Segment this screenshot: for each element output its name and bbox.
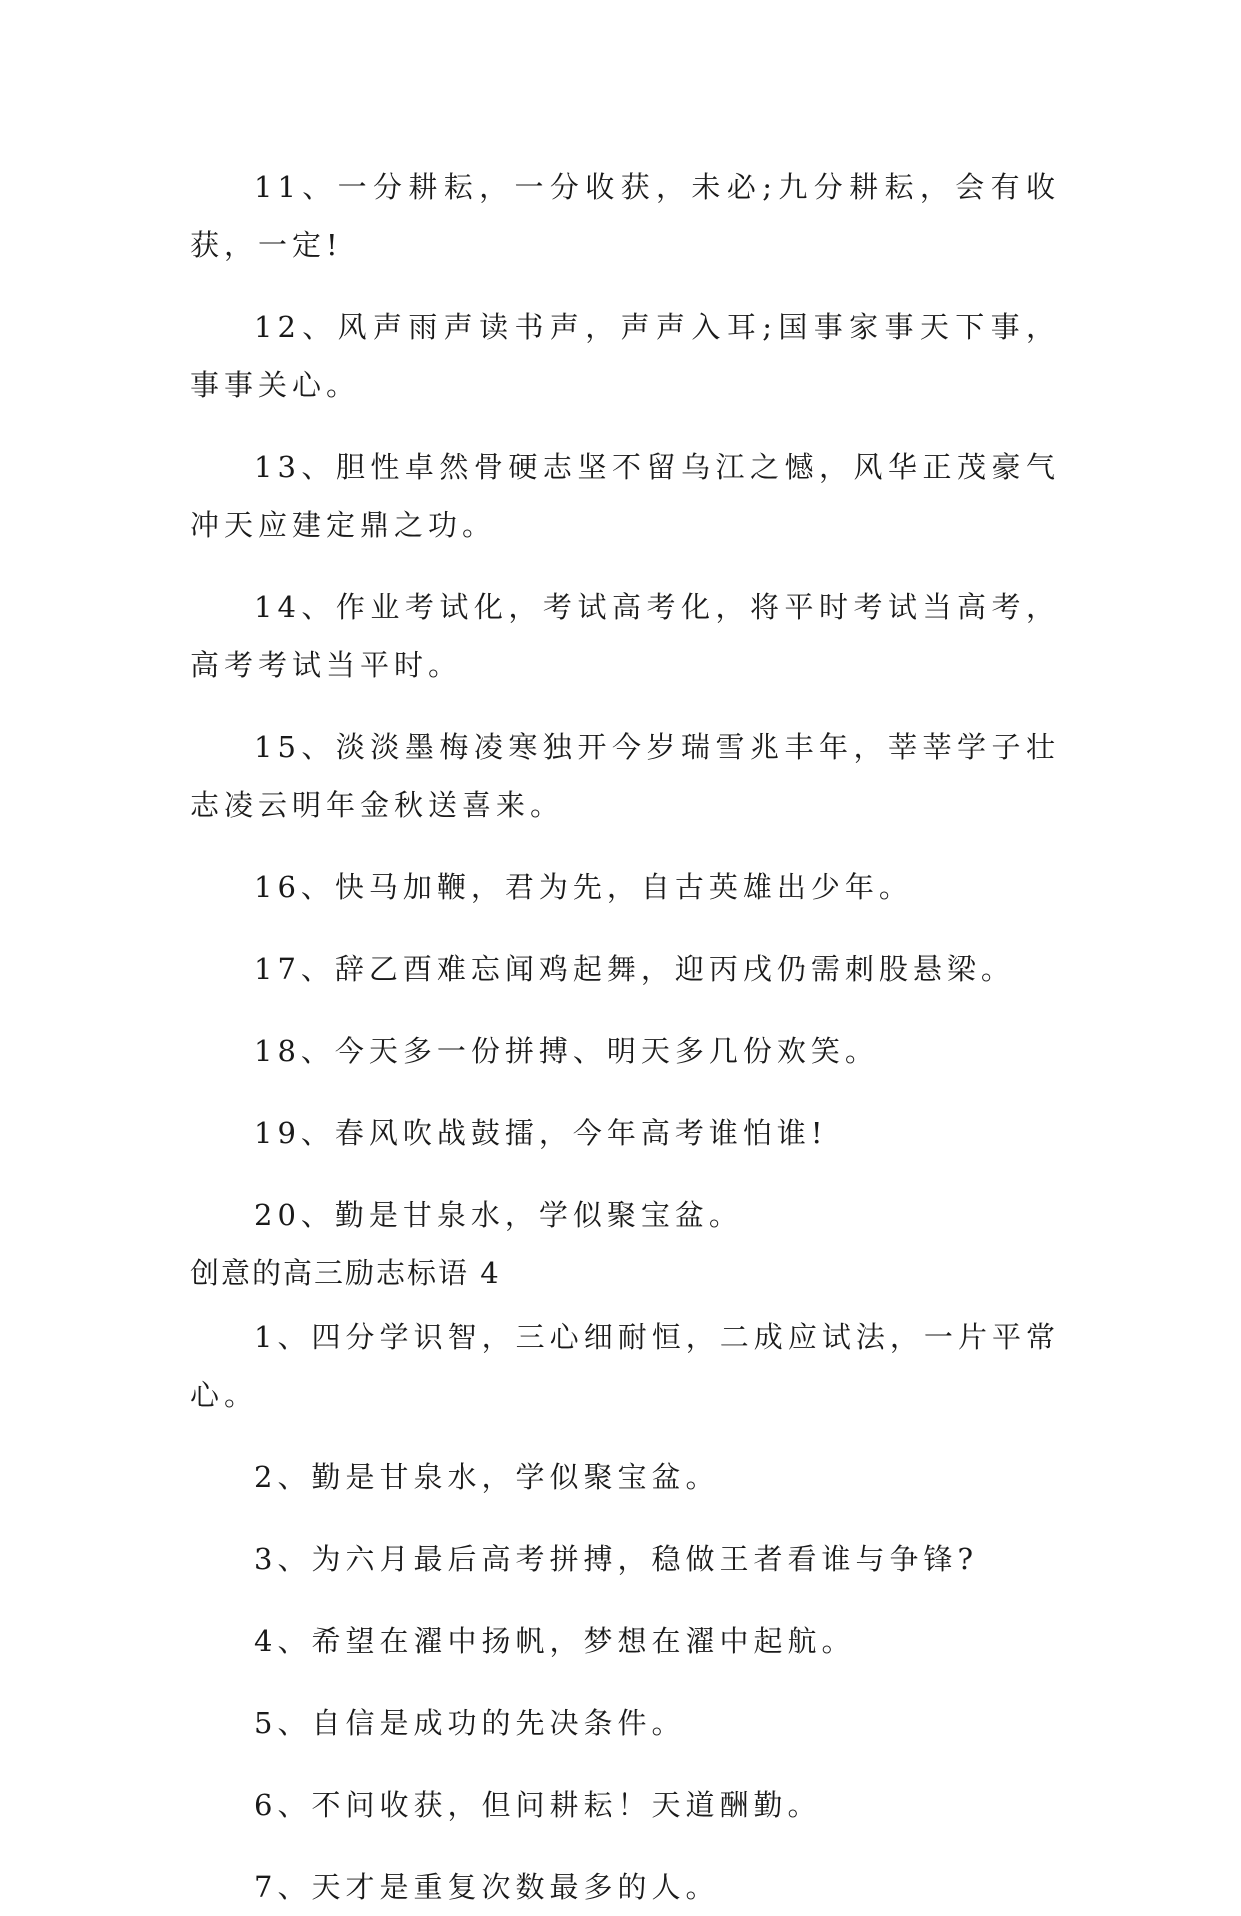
- section-heading: 创意的高三励志标语 4: [190, 1256, 501, 1290]
- slogan-item-7: 7、天才是重复次数最多的人。: [254, 1870, 720, 1904]
- slogan-item-5: 5、自信是成功的先决条件。: [254, 1706, 686, 1740]
- slogan-item-16: 16、快马加鞭，君为先，自古英雄出少年。: [254, 870, 913, 904]
- slogan-item-15: 15、淡淡墨梅凌寒独开今岁瑞雪兆丰年，莘莘学子壮志凌云明年金秋送喜来。: [190, 730, 1060, 822]
- slogan-item-13: 13、胆性卓然骨硬志坚不留乌江之憾，风华正茂豪气冲天应建定鼎之功。: [190, 450, 1060, 542]
- slogan-item-17: 17、辞乙酉难忘闻鸡起舞，迎丙戌仍需刺股悬梁。: [254, 952, 1015, 986]
- document-body: [190, 158, 1060, 1916]
- slogan-item-11: 11、一分耕耘，一分收获，未必;九分耕耘，会有收获，一定!: [190, 170, 1060, 262]
- slogan-item-12: 12、风声雨声读书声，声声入耳;国事家事天下事，事事关心。: [190, 310, 1060, 402]
- slogan-item-2: 2、勤是甘泉水，学似聚宝盆。: [254, 1460, 720, 1494]
- slogan-item-3: 3、为六月最后高考拼搏，稳做王者看谁与争锋?: [254, 1542, 978, 1576]
- slogan-item-4: 4、希望在濯中扬帆，梦想在濯中起航。: [254, 1624, 856, 1658]
- slogan-item-18: 18、今天多一份拼搏、明天多几份欢笑。: [254, 1034, 879, 1068]
- slogan-item-19: 19、春风吹战鼓擂，今年高考谁怕谁!: [254, 1116, 828, 1150]
- slogan-item-1: 1、四分学识智，三心细耐恒，二成应试法，一片平常心。: [190, 1320, 1060, 1412]
- slogan-item-20: 20、勤是甘泉水，学似聚宝盆。: [254, 1198, 743, 1232]
- slogan-item-6: 6、不问收获，但问耕耘！天道酬勤。: [254, 1788, 822, 1822]
- slogan-item-14: 14、作业考试化，考试高考化，将平时考试当高考，高考考试当平时。: [190, 590, 1060, 682]
